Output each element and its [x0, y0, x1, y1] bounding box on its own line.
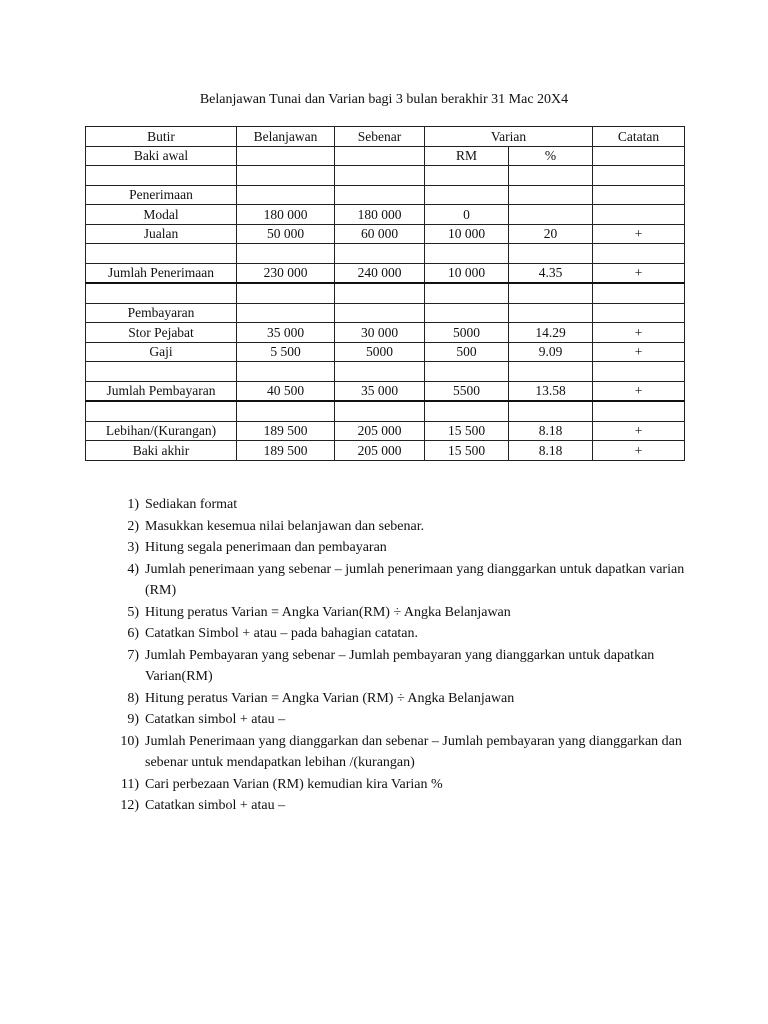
table-cell: 10 000 — [425, 263, 509, 283]
table-cell: Pembayaran — [86, 303, 237, 323]
table-cell: Modal — [86, 205, 237, 225]
table-row — [86, 441, 685, 461]
subheader-cell — [237, 146, 335, 166]
instruction-item — [104, 774, 704, 796]
table-subheader-row — [86, 146, 685, 166]
instruction-number: 5) — [127, 604, 139, 620]
table-cell — [86, 362, 237, 382]
header-cell: Varian — [425, 127, 593, 147]
table-cell — [425, 185, 509, 205]
instruction-number: 3) — [127, 540, 139, 555]
table-cell — [86, 166, 237, 186]
instruction-text: Jumlah Penerimaan yang dianggarkan dan sebenar – Jumlah pembayaran yang dianggarkan dan sebenar untuk mendapatkan lebihan /(kurangan) — [145, 733, 682, 770]
table-cell: 15 500 — [425, 441, 509, 461]
table-cell — [335, 185, 425, 205]
table-cell: 35 000 — [335, 381, 425, 401]
table-cell — [509, 185, 593, 205]
table-cell: 180 000 — [237, 205, 335, 225]
table-cell — [425, 244, 509, 264]
table-cell — [425, 401, 509, 421]
table-cell — [237, 283, 335, 303]
table-cell: 5 500 — [237, 342, 335, 362]
instruction-item — [104, 537, 704, 559]
table-cell — [237, 185, 335, 205]
table-cell: 500 — [425, 342, 509, 362]
table-cell: Stor Pejabat — [86, 323, 237, 343]
instruction-number: 8) — [127, 690, 139, 706]
header-cell: Catatan — [593, 127, 685, 147]
table-cell: Lebihan/(Kurangan) — [86, 421, 237, 441]
table-cell: + — [593, 421, 685, 441]
table-cell: 5000 — [335, 342, 425, 362]
instruction-list — [104, 494, 704, 817]
table-row — [86, 323, 685, 343]
table-cell — [593, 303, 685, 323]
table-cell — [593, 362, 685, 382]
table-row — [86, 303, 685, 323]
table-cell: 15 500 — [425, 421, 509, 441]
table-cell: Jumlah Pembayaran — [86, 381, 237, 401]
table-cell: 230 000 — [237, 263, 335, 283]
table-cell — [335, 401, 425, 421]
table-cell — [425, 283, 509, 303]
table-cell — [509, 362, 593, 382]
table-cell — [593, 205, 685, 225]
table-cell: Jumlah Penerimaan — [86, 263, 237, 283]
table-cell: 5000 — [425, 323, 509, 343]
document-title: Belanjawan Tunai dan Varian bagi 3 bulan berakhir 31 Mac 20X4 — [199, 92, 569, 107]
table-cell — [425, 166, 509, 186]
table-row — [86, 263, 685, 283]
table-cell: 189 500 — [237, 441, 335, 461]
instruction-text: Hitung peratus Varian = Angka Varian (RM) ÷ Angka Belanjawan — [145, 690, 515, 706]
table-cell: Gaji — [86, 342, 237, 362]
table-row — [86, 401, 685, 421]
table-cell — [335, 283, 425, 303]
table-cell — [509, 166, 593, 186]
table-cell — [425, 303, 509, 323]
table-cell — [509, 205, 593, 225]
instruction-number: 11) — [120, 776, 139, 792]
instruction-number: 4) — [127, 561, 139, 577]
table-cell: 205 000 — [335, 441, 425, 461]
table-cell: 10 000 — [425, 224, 509, 244]
instruction-item — [104, 731, 704, 774]
table-cell — [335, 303, 425, 323]
table-cell: 205 000 — [335, 421, 425, 441]
table-row — [86, 185, 685, 205]
budget-table — [85, 126, 685, 461]
instruction-text: Jumlah penerimaan yang sebenar – jumlah penerimaan yang dianggarkan untuk dapatkan varian (RM) — [145, 561, 685, 598]
instruction-text: Masukkan kesemua nilai belanjawan dan sebenar. — [145, 518, 425, 534]
table-cell — [86, 244, 237, 264]
instruction-number: 1) — [127, 497, 139, 512]
table-cell — [509, 244, 593, 264]
table-row — [86, 224, 685, 244]
table-cell: 35 000 — [237, 323, 335, 343]
table-cell: 189 500 — [237, 421, 335, 441]
table-cell: 240 000 — [335, 263, 425, 283]
instruction-text: Sediakan format — [145, 497, 238, 512]
table-cell: 40 500 — [237, 381, 335, 401]
table-cell — [593, 244, 685, 264]
instruction-number: 12) — [120, 798, 139, 813]
table-cell: 9.09 — [509, 342, 593, 362]
instruction-text: Cari perbezaan Varian (RM) kemudian kira Varian % — [145, 776, 443, 792]
instruction-item — [104, 688, 704, 710]
header-cell: Belanjawan — [237, 127, 335, 147]
table-cell: 50 000 — [237, 224, 335, 244]
table-cell: 5500 — [425, 381, 509, 401]
instruction-item — [104, 559, 704, 602]
subheader-cell: Baki awal — [86, 146, 237, 166]
header-cell: Butir — [86, 127, 237, 147]
instruction-item — [104, 795, 704, 817]
table-row — [86, 362, 685, 382]
table-cell: Jualan — [86, 224, 237, 244]
table-cell: 180 000 — [335, 205, 425, 225]
table-cell — [425, 362, 509, 382]
subheader-cell — [335, 146, 425, 166]
instruction-number: 2) — [127, 518, 139, 534]
subheader-cell: % — [509, 146, 593, 166]
table-cell: 60 000 — [335, 224, 425, 244]
instruction-item — [104, 709, 704, 731]
instruction-number: 10) — [120, 733, 139, 749]
table-cell — [237, 303, 335, 323]
table-cell: 8.18 — [509, 441, 593, 461]
table-row — [86, 381, 685, 401]
table-cell — [335, 166, 425, 186]
table-row — [86, 166, 685, 186]
table-cell — [237, 362, 335, 382]
table-cell: Penerimaan — [86, 185, 237, 205]
instruction-text: Jumlah Pembayaran yang sebenar – Jumlah pembayaran yang dianggarkan untuk dapatkan Varian(RM) — [145, 647, 655, 684]
table-cell: 30 000 — [335, 323, 425, 343]
table-cell — [335, 362, 425, 382]
table-cell: + — [593, 441, 685, 461]
table-cell: 0 — [425, 205, 509, 225]
table-row — [86, 342, 685, 362]
table-cell — [509, 283, 593, 303]
table-cell — [335, 244, 425, 264]
subheader-cell — [593, 146, 685, 166]
table-cell: + — [593, 323, 685, 343]
table-cell: 4.35 — [509, 263, 593, 283]
table-cell: 20 — [509, 224, 593, 244]
table-cell: 14.29 — [509, 323, 593, 343]
instruction-item — [104, 516, 704, 538]
table-cell — [593, 166, 685, 186]
table-cell: 13.58 — [509, 381, 593, 401]
instruction-text: Catatkan simbol + atau – — [145, 712, 286, 727]
table-cell: + — [593, 342, 685, 362]
instruction-item — [104, 602, 704, 624]
instruction-item — [104, 645, 704, 688]
instruction-text: Hitung peratus Varian = Angka Varian(RM) ÷ Angka Belanjawan — [145, 604, 511, 620]
table-row — [86, 244, 685, 264]
table-cell — [593, 185, 685, 205]
table-row — [86, 283, 685, 303]
table-cell — [593, 401, 685, 421]
instruction-number: 7) — [127, 647, 139, 663]
table-cell — [86, 283, 237, 303]
table-cell: Baki akhir — [86, 441, 237, 461]
table-cell — [86, 401, 237, 421]
table-cell — [509, 401, 593, 421]
table-row — [86, 205, 685, 225]
table-cell — [237, 401, 335, 421]
table-cell: 8.18 — [509, 421, 593, 441]
table-header-row — [86, 127, 685, 147]
table-cell: + — [593, 263, 685, 283]
table-cell — [593, 283, 685, 303]
instruction-text: Hitung segala penerimaan dan pembayaran — [145, 540, 387, 555]
table-cell: + — [593, 381, 685, 401]
instruction-number: 9) — [127, 712, 139, 727]
instruction-item — [104, 494, 704, 516]
table-cell — [237, 244, 335, 264]
table-cell — [237, 166, 335, 186]
table-cell — [509, 303, 593, 323]
table-cell: + — [593, 224, 685, 244]
subheader-cell: RM — [425, 146, 509, 166]
instruction-number: 6) — [127, 626, 139, 641]
instruction-text: Catatkan Simbol + atau – pada bahagian catatan. — [145, 626, 419, 641]
instruction-text: Catatkan simbol + atau – — [145, 798, 286, 813]
header-cell: Sebenar — [335, 127, 425, 147]
table-row — [86, 421, 685, 441]
instruction-item — [104, 623, 704, 645]
